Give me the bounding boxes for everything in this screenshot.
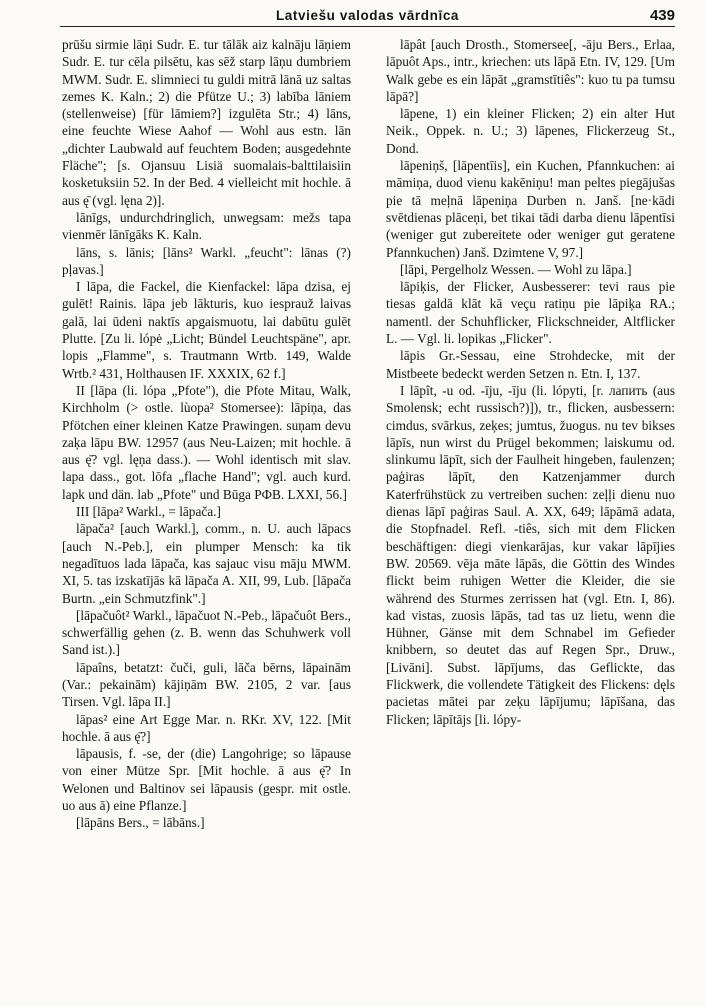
entry-paragraph: I lāpa, die Fackel, die Kienfackel: lāpa dzisa, ej gulēt! Rainis. lāpa jeb lākturis, kuo iesprauž laivas galā, lai ūdeni naktīs apgaismuotu, lai dabūtu gulēt Plutte. [Zu li. lópė „Licht; Bündel Leuchtspäne", apr. lopis „Flamme", s. Trautmann Wrtb. 149, Walde Wrtb.² 431, Holthausen IF. XXXIX, 62 f.] bbox=[62, 279, 351, 381]
entry-paragraph: lāpaîns, betatzt: čuči, guli, lāča bērns, lāpainām (Var.: pekainām) kājiņām BW. 2105, 2 var. [aus Tirsen. Vgl. lāpa II.] bbox=[62, 659, 351, 710]
entry-paragraph: lāns, s. lānis; [lāns² Warkl. „feucht": lānas (?) pļavas.] bbox=[62, 244, 351, 277]
entry-paragraph: [lāpi, Pergelholz Wessen. — Wohl zu lāpa.] bbox=[400, 261, 632, 277]
page-number: 439 bbox=[649, 7, 675, 24]
entry-paragraph: II [lāpa (li. lópa „Pfote"), die Pfote Mitau, Walk, Kirchholm (> ostle. lùopa² Stomersee): lāpiņa, das Pfötchen einer kleinen Katze Prawingen. suņam devu zaķa lāpu BW. 12957 (aus Neu-Laizen; mit hochle. ā aus ę̄? vgl. lęņa dass.). — Wohl identisch mit slav. lapa dass., got. lōfa „flache Hand"; vgl. auch kurd. lapk und dän. lab „Pfote" und Būga РФВ. LXXI, 56.] bbox=[62, 382, 351, 502]
entry-paragraph: III [lāpa² Warkl., = lāpača.] bbox=[76, 504, 221, 520]
entry-paragraph: lāpausis, f. -se, der (die) Langohrige; so lāpause von einer Mütze Spr. [Mit hochle. ā aus ę̄? In Welonen und Baltinov sei lāpausis (gespr. mit ostle. uo aus ā) eine Pflanze.] bbox=[62, 746, 351, 814]
left-column bbox=[62, 36, 351, 996]
entry-paragraph: [lāpačuôt² Warkl., lāpačuot N.-Peb., lāpačuôt Bers., schwerfällig gehen (z. B. wenn das Schuhwerk voll Sand ist.).] bbox=[62, 607, 351, 658]
entry-paragraph: [lāpāns Bers., = lābāns.] bbox=[76, 815, 205, 831]
page-header bbox=[60, 6, 675, 27]
entry-paragraph: lāpis Gr.-Sessau, eine Strohdecke, mit der Mistbeete bedeckt werden Setzen n. Etn. I, 137. bbox=[386, 348, 675, 381]
entry-paragraph: lāpeniņš, [lāpentīis], ein Kuchen, Pfannkuchen: ai māmiņa, duod vienu kakēniņu! man peltes piegājušas pie tā meļnā lāpeniņa Durben n. Janš. [ne·kādi svētdienas plāceņi, bet tikai tādi darba dienu lāpentīsi (weniger gut zubereitete oder weniger gut geratene Pfannkuchen) Janš. Dzimtene V, 97.] bbox=[386, 158, 675, 260]
entry-paragraph: lānīgs, undurchdringlich, unwegsam: mežs tapa vienmēr lānīgāks K. Kaln. bbox=[62, 209, 351, 243]
entry-paragraph: I lāpît, -u od. -īju, -īju (li. lópyti, [r. лапить (aus Smolensk; echt russisch?)]), tr., flicken, ausbessern: cimdus, svārkus, zeķes; jumtus, žuogus. nu tev bikses lāpīs, nun wirst du Prügel bekommen; laiskumu od. slinkumu lāpīt, sich der Faulheit hingeben, faulenzen; paģiras lāpīt, den Katzenjammer durch Katerfrühstück zu vertreiben suchen: zeļļi dienu nuo dienas lāpī paģiras Saul. A. XX, 649; lāpāmā adata, die Stopfnadel. Refl. -tiês, sich mit dem Flicken beschäftigen: diegi vienkarājas, kur vakar lāpījies BW. 20569. vēja māte lāpās, die Göttin des Windes flickt beim ruhigen Wetter die Kleider, die sie während des Sturmes zerrissen hat (vgl. Etn. I, 86). kad vistas, zuosis lāpās, tad tas uz lietu, wenn die Hühner, Gänse mit dem Schnabel im Gefieder knibbern, so deutet das auf Regen Spr., Druw., [Livāni]. Subst. lāpījums, das Geflickte, das Flickwerk, die vollendete Tätigkeit des Flickens: dęls pacietas mātei par zeķu lāpījumu; lāpīšana, das Flicken; lāpītājs [li. lópy- bbox=[386, 382, 675, 727]
entry-paragraph: lāpiķis, der Flicker, Ausbesserer: tevi raus pie tiesas galdā klāt kā veçu ratiņu pie lāpiķa RA.; namentl. der Schuhflicker, Flickschneider, Altflicker L. — Vgl. li. lopikas „Flicker". bbox=[386, 279, 675, 347]
running-title: Latviešu valodas vārdnīca bbox=[275, 8, 460, 23]
entry-paragraph: lāpas² eine Art Egge Mar. n. RKr. XV, 122. [Mit hochle. ā aus ę̄?] bbox=[62, 711, 351, 744]
right-column bbox=[386, 36, 675, 996]
entry-paragraph: lāpene, 1) ein kleiner Flicken; 2) ein alter Hut Neik., Oppek. n. U.; 3) lāpenes, Flickerzeug St., Dond. bbox=[386, 106, 675, 156]
entry-paragraph: lāpača² [auch Warkl.], comm., n. U. auch lāpacs [auch N.-Peb.], ein plumper Mensch: ka tik negadītuos lada lāpača, kas sajauc visu māju MWM. XI, 5. tas izskatījās kā lāpača A. XII, 99, Lub. [lāpača Burtn. „ein Schmutzfink".] bbox=[62, 521, 351, 606]
entry-paragraph: prūšu sirmie lāņi Sudr. E. tur tālāk aiz kalnāju lāņiem Sudr. E. tur cēla pilsētu, kas sēž starp lāņu dumbriem MWM. Sudr. E. slimnieci tu guldi mitrā lānā uz saltas zemes K. Kaln.; 2) die Pfütze U.; 3) labība lāniem (stellenweise) [für lāmiem?] izgulēta Str.; 4) lāns, eine feuchte Wiese Aahof — Wohl aus estn. lān „dichter Laubwald auf feuchtem Boden; ausgedehnte Fläche"; [s. Ojansuu Lisiä suomalais-balttilaisiin kosketuksiin 52. In der Bed. 4 vielleicht mit hochle. ā aus ę̄ (vgl. lęna 2)]. bbox=[62, 37, 351, 208]
entry-paragraph: lāpât [auch Drosth., Stomersee[, -āju Bers., Erlaa, lāpuôt Aps., intr., kriechen: uts lāpā Etn. IV, 129. [Um Walk gebe es ein lāpāt „gramstītiês": kuo tu pa tumsu lāpā?] bbox=[386, 37, 675, 104]
